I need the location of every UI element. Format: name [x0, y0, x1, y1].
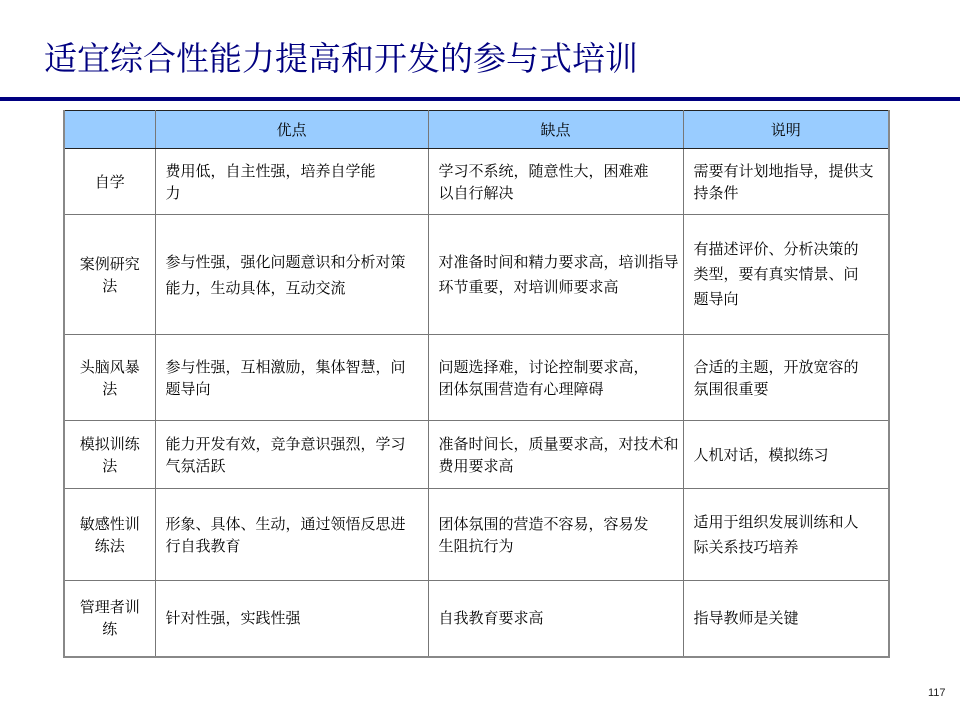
page-number: 117 [928, 687, 946, 699]
notes-cell: 人机对话，模拟练习 [683, 421, 889, 489]
pros-cell: 参与性强，强化问题意识和分析对策能力，生动具体，互动交流 [155, 215, 428, 335]
pros-cell: 针对性强，实践性强 [155, 581, 428, 657]
training-methods-table [63, 110, 890, 658]
title-divider [0, 97, 960, 101]
table-row [64, 421, 889, 489]
header-cons: 缺点 [428, 111, 683, 149]
notes-cell: 合适的主题，开放宽容的氛围很重要 [683, 335, 889, 421]
method-cell: 头脑风暴法 [64, 335, 155, 421]
method-cell: 案例研究法 [64, 215, 155, 335]
pros-cell: 参与性强，互相激励，集体智慧，问题导向 [155, 335, 428, 421]
method-cell: 管理者训练 [64, 581, 155, 657]
cons-cell: 学习不系统，随意性大，困难难以自行解决 [428, 149, 683, 215]
cons-cell: 问题选择难，讨论控制要求高，团体氛围营造有心理障碍 [428, 335, 683, 421]
cons-cell: 对准备时间和精力要求高，培训指导环节重要，对培训师要求高 [428, 215, 683, 335]
pros-cell: 能力开发有效，竞争意识强烈，学习气氛活跃 [155, 421, 428, 489]
notes-cell: 有描述评价、分析决策的类型，要有真实情景、问题导向 [683, 215, 889, 335]
cons-cell: 自我教育要求高 [428, 581, 683, 657]
pros-cell: 形象、具体、生动，通过领悟反思进行自我教育 [155, 489, 428, 581]
table-row [64, 335, 889, 421]
header-method [64, 111, 155, 149]
table-header-row [64, 111, 889, 149]
header-pros: 优点 [155, 111, 428, 149]
method-cell: 模拟训练法 [64, 421, 155, 489]
table-row [64, 581, 889, 657]
pros-cell: 费用低，自主性强，培养自学能力 [155, 149, 428, 215]
table-row [64, 215, 889, 335]
notes-cell: 指导教师是关键 [683, 581, 889, 657]
table-row [64, 489, 889, 581]
notes-cell: 适用于组织发展训练和人际关系技巧培养 [683, 489, 889, 581]
slide-title: 适宜综合性能力提高和开发的参与式培训 [44, 39, 638, 78]
method-cell: 敏感性训练法 [64, 489, 155, 581]
header-notes: 说明 [683, 111, 889, 149]
cons-cell: 团体氛围的营造不容易，容易发生阻抗行为 [428, 489, 683, 581]
method-cell: 自学 [64, 149, 155, 215]
cons-cell: 准备时间长，质量要求高，对技术和费用要求高 [428, 421, 683, 489]
table-row [64, 149, 889, 215]
notes-cell: 需要有计划地指导，提供支持条件 [683, 149, 889, 215]
